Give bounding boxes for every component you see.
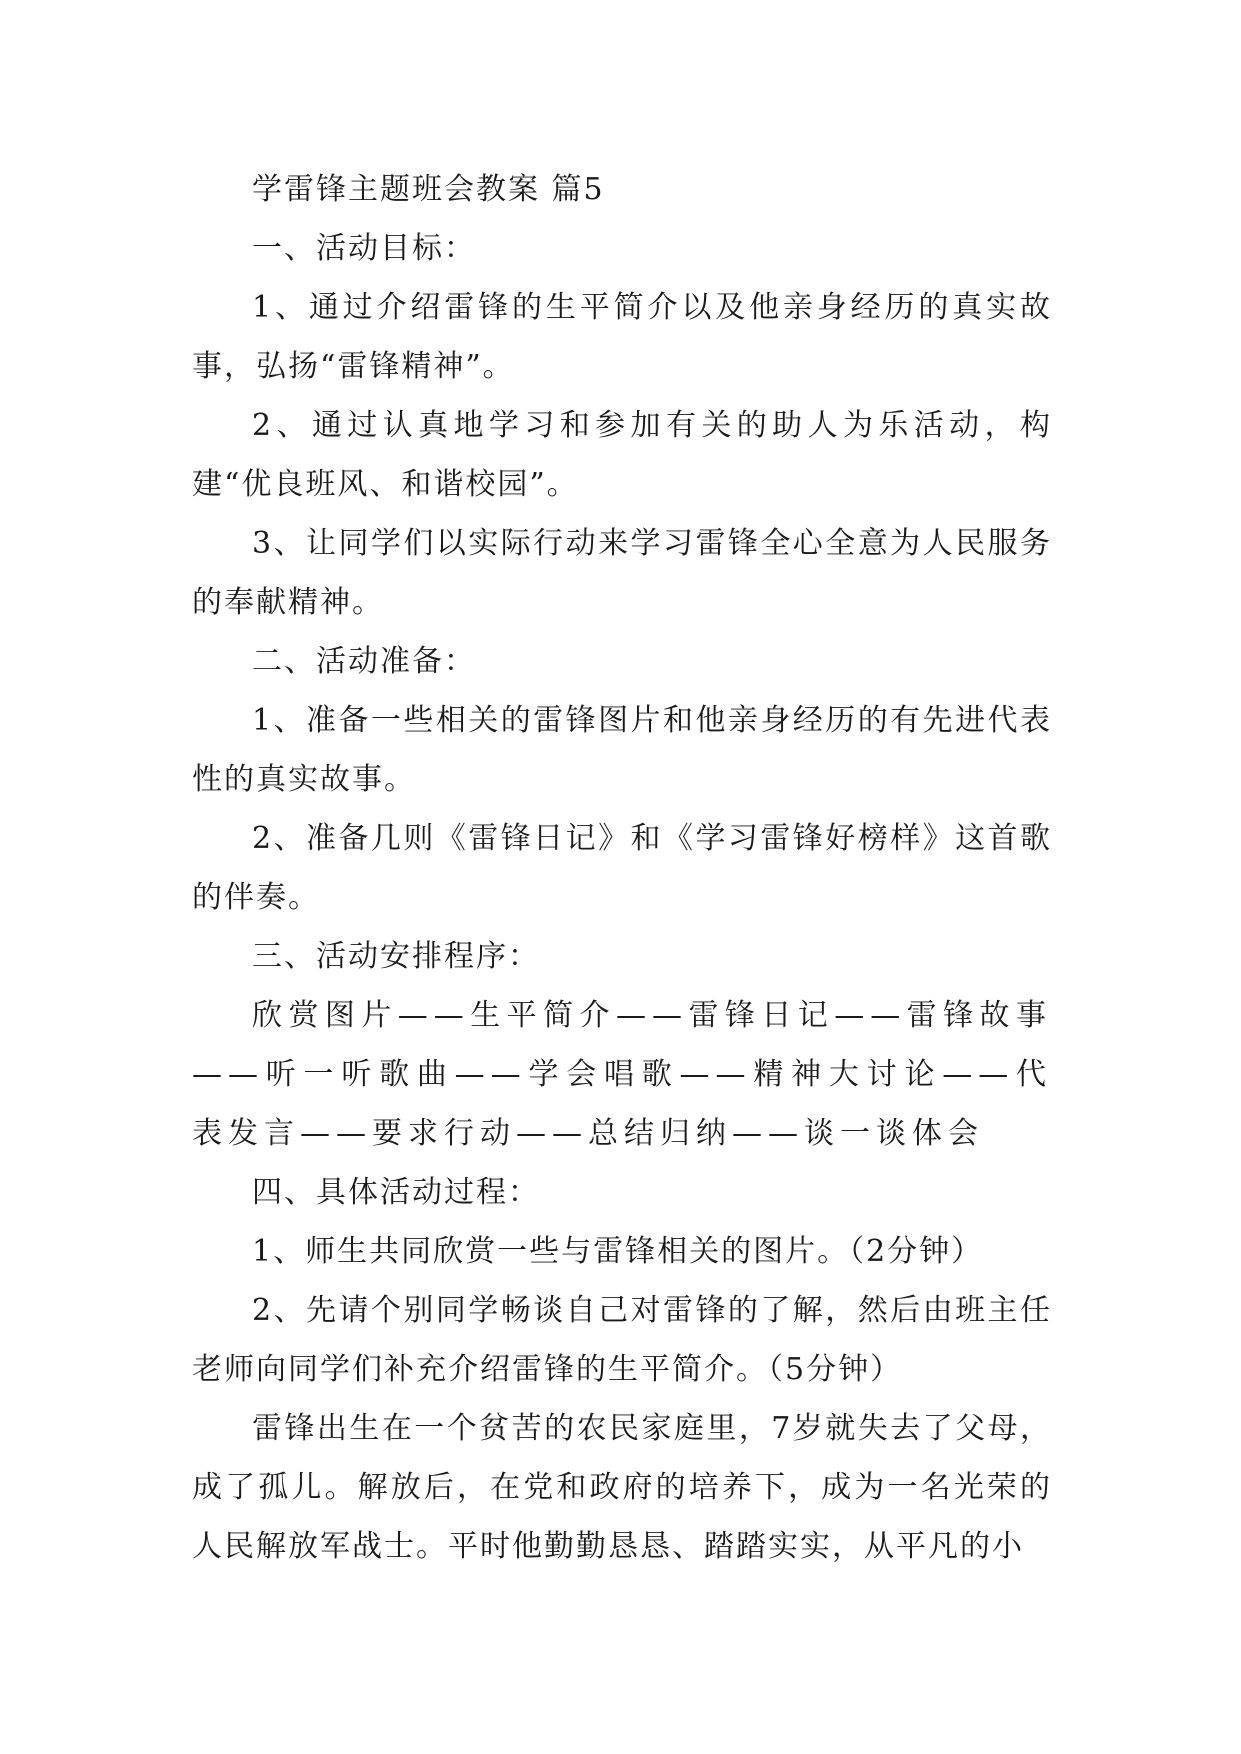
goal-item-2: 2、通过认真地学习和参加有关的助人为乐活动，构建“优良班风、和谐校园”。 [192,408,1052,502]
preparation-item-1: 1、准备一些相关的雷锋图片和他亲身经历的有先进代表性的真实故事。 [192,703,1052,797]
document-page [192,160,1052,1576]
process-item-2: 2、先请个别同学畅谈自己对雷锋的了解，然后由班主任老师向同学们补充介绍雷锋的生平简介。（5分钟） [192,1293,1052,1387]
section-heading-schedule: 三、活动安排程序： [252,939,540,974]
section-heading-process: 四、具体活动过程： [252,1175,540,1210]
document-title: 学雷锋主题班会教案 篇5 [252,172,605,207]
goal-item-3: 3、让同学们以实际行动来学习雷锋全心全意为人民服务的奉献精神。 [192,526,1052,620]
process-item-1: 1、师生共同欣赏一些与雷锋相关的图片。（2分钟） [252,1234,984,1269]
goal-item-1: 1、通过介绍雷锋的生平简介以及他亲身经历的真实故事，弘扬“雷锋精神”。 [192,290,1052,384]
section-heading-preparation: 二、活动准备： [252,644,476,679]
section-heading-goals: 一、活动目标： [252,231,476,266]
schedule-sequence: 欣赏图片——生平简介——雷锋日记——雷锋故事——听一听歌曲——学会唱歌——精神大讨论——代表发言——要求行动——总结归纳——谈一谈体会 [192,998,1052,1151]
preparation-item-2: 2、准备几则《雷锋日记》和《学习雷锋好榜样》这首歌的伴奏。 [192,821,1052,915]
biography-paragraph: 雷锋出生在一个贫苦的农民家庭里，7岁就失去了父母，成了孤儿。解放后，在党和政府的培养下，成为一名光荣的人民解放军战士。平时他勤勤恳恳、踏踏实实，从平凡的小 [192,1411,1052,1564]
